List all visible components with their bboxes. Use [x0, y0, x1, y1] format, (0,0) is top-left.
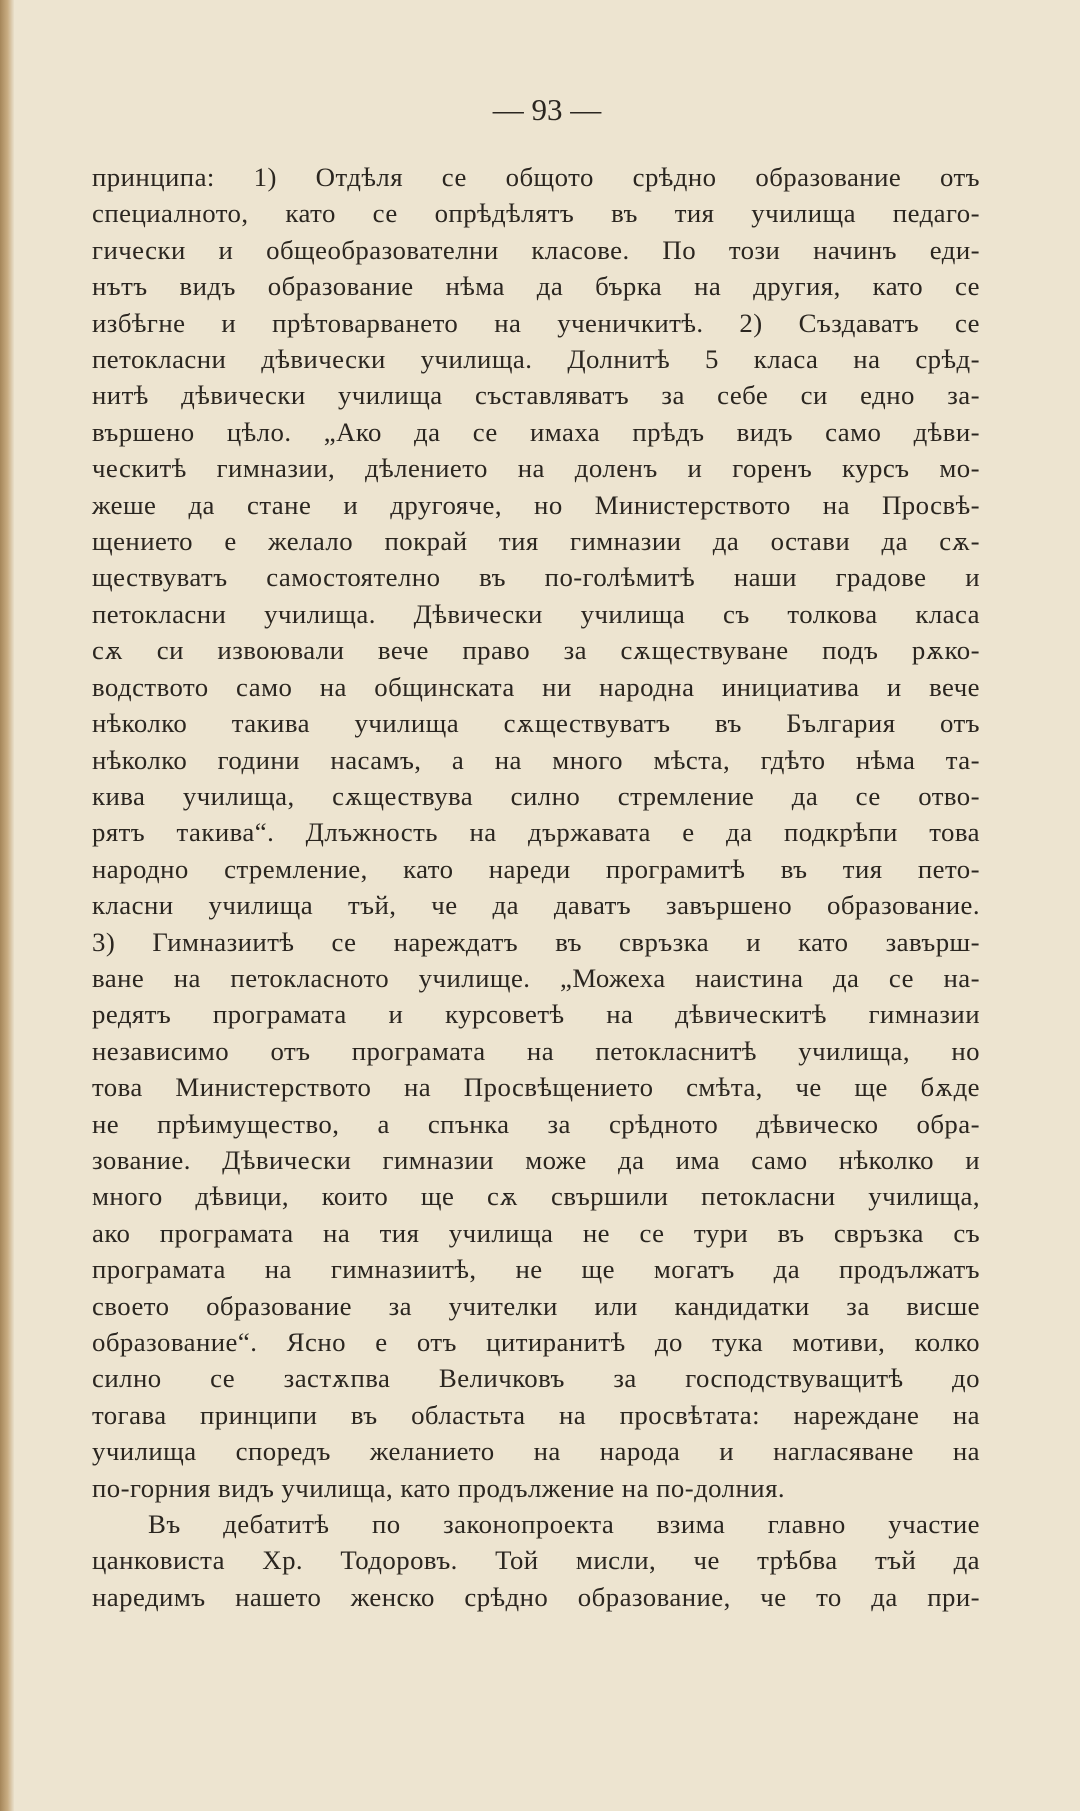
text-line: нѣколко години насамъ, а на много мѣста, гдѣто нѣма та-: [92, 744, 980, 775]
book-page: [14, 0, 1080, 1811]
text-line: нѣколко такива училища сѫществуватъ въ България отъ: [92, 708, 980, 739]
text-line: петокласни дѣвически училища. Долнитѣ 5 класа на срѣд-: [92, 344, 980, 375]
text-line: принципа: 1) Отдѣля се общото срѣдно образование отъ: [92, 162, 980, 192]
text-line: зование. Дѣвически гимназии може да има само нѣколко и: [92, 1144, 980, 1175]
text-line: специалното, като се опрѣдѣлятъ въ тия училища педаго-: [92, 198, 980, 229]
text-line: петокласни училища. Дѣвически училища съ толкова класа: [92, 598, 980, 629]
text-line: не прѣимущество, а спънка за срѣдното дѣвическо обра-: [92, 1108, 980, 1139]
text-line: сѫ си извоювали вече право за сѫществуване подъ рѫко-: [92, 635, 980, 666]
text-line: кива училища, сѫществува силно стремление да се отво-: [92, 780, 980, 811]
text-line: народно стремление, като нареди програмитѣ въ тия пето-: [92, 853, 980, 884]
page-binding-edge: [0, 0, 14, 1811]
text-line: редятъ програмата и курсоветѣ на дѣвическитѣ гимназии: [92, 999, 980, 1030]
text-line: силно се застѫпва Величковъ за господствуващитѣ до: [92, 1363, 980, 1394]
text-line: образование“. Ясно е отъ цитиранитѣ до тука мотиви, колко: [92, 1327, 980, 1357]
text-line: независимо отъ програмата на петокласнитѣ училища, но: [92, 1035, 980, 1066]
text-line: нитѣ дѣвически училища съставляватъ за себе си едно за-: [92, 380, 980, 411]
text-line: гически и общеобразователни класове. По този начинъ еди-: [92, 234, 980, 265]
text-line: нътъ видъ образование нѣма да бърка на другия, като се: [92, 271, 980, 302]
text-line: ществуватъ самостоятелно въ по-голѣмитѣ наши градове и: [92, 562, 980, 593]
text-line: 3) Гимназиитѣ се нареждатъ въ свръзка и като завърш-: [92, 926, 980, 957]
text-line: класни училища тъй, че да даватъ завършено образование.: [92, 890, 980, 921]
text-line: много дѣвици, които ще сѫ свършили петокласни училища,: [92, 1181, 980, 1212]
text-line: рятъ такива“. Длъжность на държавата е да подкрѣпи това: [92, 817, 980, 848]
text-line: цанковиста Хр. Тодоровъ. Той мисли, че трѣбва тъй да: [92, 1545, 980, 1576]
text-line: програмата на гимназиитѣ, не ще могатъ да продължатъ: [92, 1254, 980, 1285]
text-line: това Министерството на Просвѣщението смѣта, че ще бѫде: [92, 1072, 980, 1103]
text-line: жеше да стане и другояче, но Министерството на Просвѣ-: [92, 489, 980, 520]
text-line: избѣгне и прѣтоварването на ученичкитѣ. 2) Създаватъ се: [92, 307, 980, 338]
text-line: ческитѣ гимназии, дѣлението на доленъ и горенъ курсъ мо-: [92, 453, 980, 484]
text-line: ване на петокласното училище. „Можеха наистина да се на-: [92, 962, 980, 993]
text-line: ако програмата на тия училища не се тури въ свръзка съ: [92, 1217, 980, 1248]
text-line: водството само на общинската ни народна инициатива и вече: [92, 671, 980, 702]
text-line: училища споредъ желанието на народа и нагласяване на: [92, 1436, 980, 1467]
text-line: щението е желало покрай тия гимназии да остави да сѫ-: [92, 526, 980, 557]
text-line: тогава принципи въ областьта на просвѣтата: нареждане на: [92, 1399, 980, 1430]
text-line: Въ дебатитѣ по законопроекта взима главно участие: [148, 1509, 980, 1540]
page-body-text: [92, 159, 980, 1615]
text-line: вършено цѣло. „Ако да се имаха прѣдъ видъ само дѣви-: [92, 416, 980, 447]
text-line: своето образование за учителки или кандидатки за висше: [92, 1290, 980, 1321]
text-line: по-горния видъ училища, като продължение на по-долния.: [92, 1472, 786, 1503]
page-number: — 93 —: [492, 92, 602, 127]
text-line: наредимъ нашето женско срѣдно образование, че то да при-: [92, 1581, 980, 1612]
